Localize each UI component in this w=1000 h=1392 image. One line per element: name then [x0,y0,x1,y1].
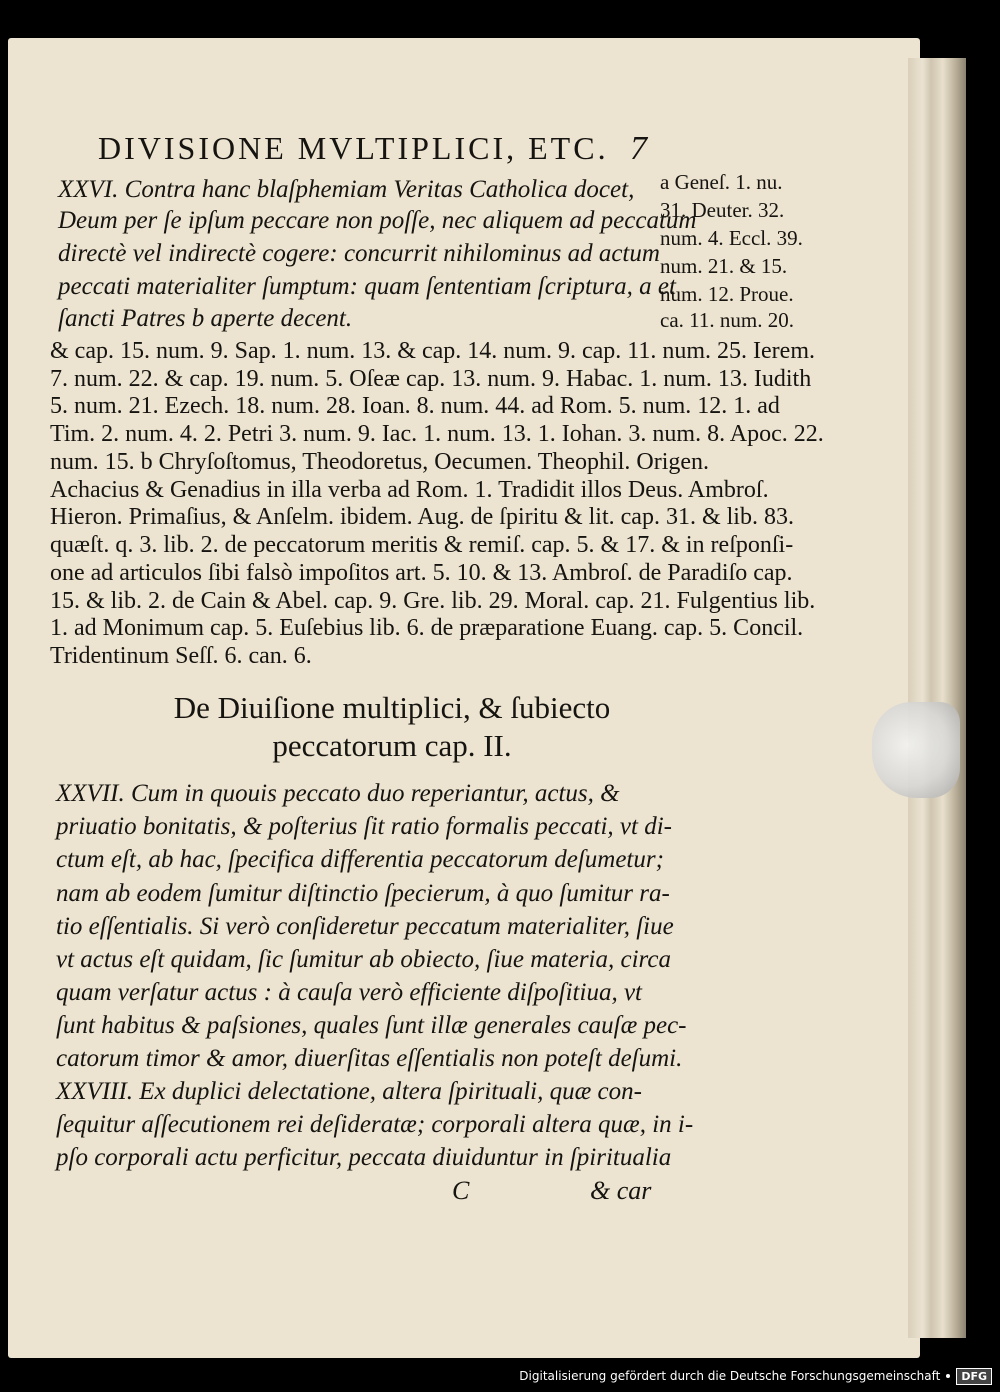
signature-mark: C [452,1176,470,1205]
chapter-text-line: XXVII. Cum in quouis peccato duo reperiantur, actus, & [56,780,620,807]
footnote-line: Tridentinum Seſſ. 6. can. 6. [50,643,312,669]
chapter-text-line: quam verſatur actus : à cauſa verò efficiente diſpoſitiua, vt [56,979,642,1006]
footnote-line: num. 15. b Chryſoſtomus, Theodoretus, Oecumen. Theophil. Origen. [50,449,710,475]
separator-dot-icon [946,1374,950,1378]
chapter-text-line: nam ab eodem ſumitur diſtinctio ſpecierum, à quo ſumitur ra- [56,880,670,907]
chapter-text-line: priuatio bonitatis, & poſterius ſit ratio formalis peccati, vt di- [56,813,672,840]
footnote-line: one ad articulos ſibi falsò impoſitos art. 5. 10. & 13. Ambroſ. de Paradiſo cap. [50,560,793,586]
chapter-text-line: catorum timor & amor, diuerſitas eſſentialis non poteſt deſumi. [56,1045,683,1072]
margin-note-line: num. 4. Eccl. 39. [660,226,803,250]
dfg-logo: DFG [956,1368,992,1385]
chapter-title-line: peccatorum cap. II. [272,728,512,763]
chapter-text-line: XXVIII. Ex duplici delectatione, altera ſpirituali, quæ con- [56,1078,642,1105]
footer-credit-text: Digitalisierung gefördert durch die Deutsche Forschungsgemeinschaft [519,1369,941,1383]
margin-note-line: a Geneſ. 1. nu. [660,170,783,194]
page-edges [908,58,966,1338]
main-text-line: XXVI. Contra hanc blaſphemiam Veritas Catholica docet, [58,176,635,203]
footnote-line: 5. num. 21. Ezech. 18. num. 28. Ioan. 8. num. 44. ad Rom. 5. num. 12. 1. ad [50,393,780,419]
chapter-title-line: De Diuiſione multiplici, & ſubiecto [173,690,611,725]
margin-note-line: ca. 11. num. 20. [660,308,794,332]
main-text-line: Deum per ſe ipſum peccare non poſſe, nec aliquem ad peccatum [58,207,697,234]
catchword: & car [590,1176,652,1205]
page-number: 7 [630,130,647,167]
chapter-text-line: ctum eſt, ab hac, ſpecifica differentia peccatorum deſumetur; [56,846,664,873]
running-title: DIVISIONE MVLTIPLICI, ETC. [98,130,609,166]
main-text-line: ſancti Patres b aperte decent. [58,305,353,332]
chapter-text-line: vt actus eſt quidam, ſic ſumitur ab obiecto, ſiue materia, circa [56,946,671,973]
footnote-line: quæſt. q. 3. lib. 2. de peccatorum meritis & remiſ. cap. 5. & 17. & in reſponſi- [50,532,794,558]
main-text-line: peccati materialiter ſumptum: quam ſententiam ſcriptura, a et [58,273,676,300]
footnote-line: & cap. 15. num. 9. Sap. 1. num. 13. & cap. 14. num. 9. cap. 11. num. 25. Ierem. [50,338,815,364]
margin-note-line: num. 12. Proue. [660,282,794,306]
margin-note-line: num. 21. & 15. [660,254,788,278]
footnote-line: Tim. 2. num. 4. 2. Petri 3. num. 9. Iac. 1. num. 13. 1. Iohan. 3. num. 8. Apoc. 22. [50,421,824,447]
chapter-text-line: tio eſſentialis. Si verò conſideretur peccatum materialiter, ſiue [56,913,674,940]
footnote-line: 15. & lib. 2. de Cain & Abel. cap. 9. Gre. lib. 29. Moral. cap. 21. Fulgentius lib. [50,588,816,614]
page-clip-weight [872,702,960,798]
footnote-line: Achacius & Genadius in illa verba ad Rom. 1. Tradidit illos Deus. Ambroſ. [50,477,769,503]
footer-credit [519,1362,992,1390]
margin-note-line: 31. Deuter. 32. [660,198,785,222]
main-text-line: directè vel indirectè cogere: concurrit nihilominus ad actum [58,240,660,267]
footnote-line: Hieron. Primaſius, & Anſelm. ibidem. Aug. de ſpiritu & lit. cap. 31. & lib. 83. [50,504,794,530]
footnote-line: 1. ad Monimum cap. 5. Euſebius lib. 6. de præparatione Euang. cap. 5. Concil. [50,615,804,641]
chapter-text-line: pſo corporali actu perficitur, peccata diuiduntur in ſpiritualia [56,1144,672,1171]
chapter-text-line: ſequitur aſſecutionem rei deſideratæ; corporali altera quæ, in i- [56,1111,694,1138]
footnote-line: 7. num. 22. & cap. 19. num. 5. Oſeæ cap. 13. num. 9. Habac. 1. num. 13. Iudith [50,366,812,392]
chapter-text-line: ſunt habitus & paſsiones, quales ſunt illæ generales cauſæ pec- [56,1012,687,1039]
